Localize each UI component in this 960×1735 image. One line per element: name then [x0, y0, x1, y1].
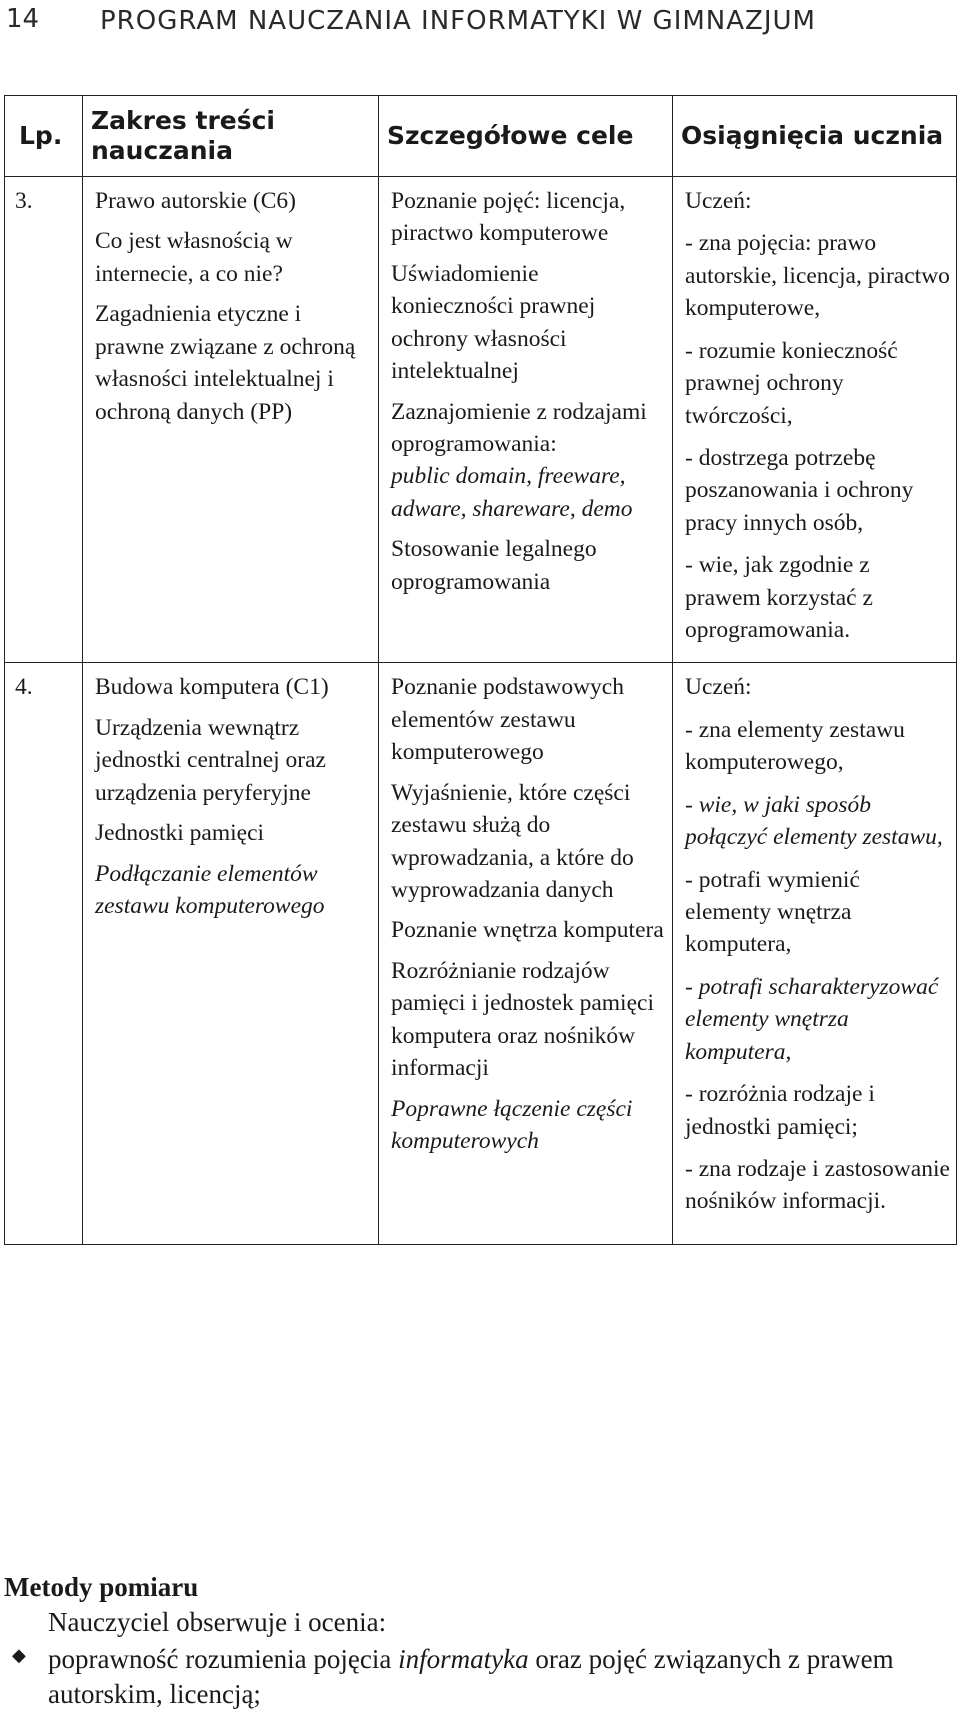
achievements-intro: Uczeń:	[685, 674, 752, 701]
goal-text: Wyjaśnienie, które części zestawu służą do wprowadzania, a które do wyprowadzania danych	[391, 779, 634, 904]
column-header-achievements: Osiągnięcia ucznia	[673, 96, 957, 177]
column-header-goals: Szczegółowe cele	[379, 96, 673, 177]
achievements-intro: Uczeń:	[685, 188, 752, 214]
goal-text: Rozróżnianie rodzajów pamięci i jednostek pamięci komputera oraz nośników informacji	[391, 957, 654, 1082]
scope-cell	[83, 663, 379, 1244]
scope-text: Zagadnienia etyczne i prawne związane z ochroną własności intelektualnej i ochroną danych (PP)	[95, 301, 356, 425]
goals-cell	[379, 663, 673, 1244]
page-header	[0, 0, 960, 40]
running-title: PROGRAM NAUCZANIA INFORMATYKI W GIMNAZJUM	[100, 6, 816, 36]
scope-text: Co jest własnością w internecie, a co nie?	[95, 228, 293, 287]
scope-text-italic: Podłączanie elementów zestawu komputerowego	[95, 860, 325, 920]
scope-text: Jednostki pamięci	[95, 820, 265, 847]
goal-text: Zaznajomienie z rodzajami oprogramowania:	[391, 398, 647, 457]
achievement-text-italic: - potrafi scharakteryzować elementy wnętrza komputera,	[685, 973, 939, 1065]
achievement-text: - zna pojęcia: prawo autorskie, licencja, piractwo komputerowe,	[685, 230, 950, 322]
scope-text: Prawo autorskie (C6)	[95, 188, 297, 214]
column-header-scope: Zakres treści nauczania	[83, 96, 379, 177]
achievement-text: - zna rodzaje i zastosowanie nośników informacji.	[685, 1155, 950, 1215]
methods-title: Metody pomiaru	[4, 1572, 199, 1602]
row-number: 4.	[5, 663, 83, 1244]
methods-section	[4, 1572, 956, 1712]
table-body	[5, 177, 957, 1245]
achievement-text: - wie, jak zgodnie z prawem korzystać z oprogramowania.	[685, 552, 873, 644]
scope-text: Urządzenia wewnątrz jednostki centralnej oraz urządzenia peryferyjne	[95, 714, 326, 806]
column-header-lp: Lp.	[5, 96, 83, 177]
methods-list-item	[4, 1642, 956, 1712]
syllabus-table	[4, 95, 957, 1245]
achievements-cell	[673, 663, 957, 1244]
achievements-cell	[673, 177, 957, 663]
achievement-text: - dostrzega potrzebę poszanowania i ochrony pracy innych osób,	[685, 444, 914, 536]
goal-text-italic: Poprawne łączenie części komputerowych	[391, 1095, 633, 1154]
goal-text: Stosowanie legalnego oprogramowania	[391, 536, 597, 595]
goal-text-italic: public domain, freeware, adware, shareware, demo	[391, 463, 633, 522]
achievement-text-italic: - wie, w jaki sposób połączyć elementy zestawu,	[685, 791, 943, 851]
achievement-text: - rozróżnia rodzaje i jednostki pamięci;	[685, 1081, 875, 1140]
achievement-text: - potrafi wymienić elementy wnętrza komputera,	[685, 866, 860, 958]
goal-text: Poznanie podstawowych elementów zestawu komputerowego	[391, 674, 624, 766]
goal-text: Uświadomienie konieczności prawnej ochrony własności intelektualnej	[391, 260, 596, 385]
achievement-text: - rozumie konieczność prawnej ochrony twórczości,	[685, 337, 898, 429]
scope-text: Budowa komputera (C1)	[95, 674, 329, 701]
table-row	[5, 177, 957, 663]
goals-cell	[379, 177, 673, 663]
methods-intro: Nauczyciel obserwuje i ocenia:	[48, 1607, 387, 1637]
achievement-text: - zna elementy zestawu komputerowego,	[685, 716, 905, 776]
methods-item-emphasis: informatyka	[398, 1644, 529, 1674]
goal-text: Poznanie pojęć: licencja, piractwo komputerowe	[391, 188, 626, 247]
goal-text: Poznanie wnętrza komputera	[391, 917, 664, 944]
diamond-bullet-icon: ◆	[12, 1645, 26, 1665]
page-number: 14	[6, 4, 40, 34]
methods-list	[4, 1642, 956, 1712]
row-number: 3.	[5, 177, 83, 663]
scope-cell	[83, 177, 379, 663]
methods-item-text: poprawność rozumienia pojęcia	[48, 1644, 399, 1674]
table-row	[5, 663, 957, 1244]
table-header-row	[5, 96, 957, 177]
methods-item-text: oraz pojęć związanych z prawem autorskim, licencją;	[48, 1644, 894, 1710]
